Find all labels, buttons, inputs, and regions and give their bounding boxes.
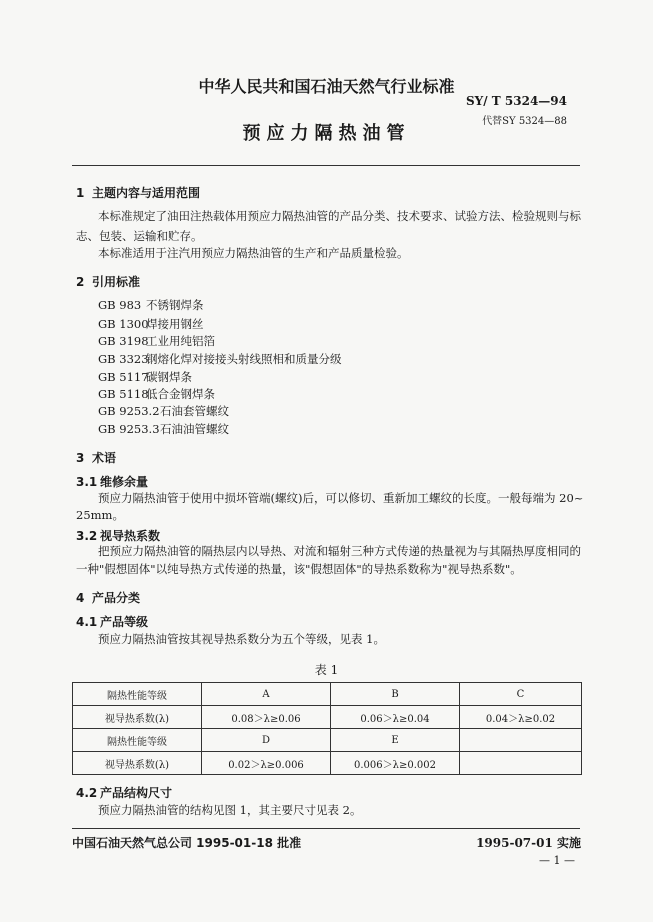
page-number: — 1 — — [539, 854, 575, 867]
section-1-paragraph-1-line-2: 志、包装、运输和贮存。 — [76, 229, 203, 243]
table-cell: 0.08＞λ≥0.06 — [202, 706, 331, 729]
table-row — [73, 752, 582, 775]
section-4-2-text: 预应力隔热油管的结构见图 1，其主要尺寸见表 2。 — [98, 803, 362, 817]
table-cell — [460, 729, 582, 752]
section-3-2-text-line-1: 把预应力隔热油管的隔热层内以导热、对流和辐射三种方式传递的热量视为与其隔热厚度相同的 — [98, 544, 581, 558]
table-cell: 隔热性能等级 — [73, 683, 202, 706]
table-1-caption: 表 1 — [314, 663, 339, 677]
header-divider — [72, 165, 580, 166]
reference-item: GB 5118低合金钢焊条 — [98, 387, 215, 401]
reference-item: GB 3323钢熔化焊对接接头射线照相和质量分级 — [98, 352, 342, 366]
section-4-1-text: 预应力隔热油管按其视导热系数分为五个等级，见表 1。 — [98, 632, 385, 646]
replaces-standard: 代替SY 5324—88 — [482, 116, 567, 127]
table-cell: A — [202, 683, 331, 706]
document-title: 预应力隔热油管 — [242, 123, 411, 144]
table-cell: 0.04＞λ≥0.02 — [460, 706, 582, 729]
reference-item: GB 5117碳钢焊条 — [98, 370, 192, 384]
table-cell: 隔热性能等级 — [73, 729, 202, 752]
section-3-1-heading: 3.1 维修余量 — [76, 475, 149, 489]
approval-line: 中国石油天然气总公司 1995-01-18 批准 — [72, 836, 302, 850]
footer-divider — [72, 828, 580, 829]
section-3-1-text-line-1: 预应力隔热油管于使用中损坏管端(螺纹)后，可以修切、重新加工螺纹的长度。一般每端为 20~ — [98, 491, 584, 505]
table-cell: 视导热系数(λ) — [73, 752, 202, 775]
section-1-paragraph-2: 本标准适用于注汽用预应力隔热油管的生产和产品质量检验。 — [98, 246, 409, 260]
table-cell: 0.02＞λ≥0.006 — [202, 752, 331, 775]
section-3-2-heading: 3.2 视导热系数 — [76, 529, 161, 543]
section-3-heading: 3 术语 — [76, 451, 117, 465]
section-4-1-heading: 4.1 产品等级 — [76, 615, 149, 629]
table-row — [73, 683, 582, 706]
table-cell — [460, 752, 582, 775]
implementation-date: 1995-07-01 实施 — [476, 836, 581, 850]
reference-item: GB 1300焊接用钢丝 — [98, 317, 204, 331]
table-row — [73, 729, 582, 752]
section-1-paragraph-1-line-1: 本标准规定了油田注热载体用预应力隔热油管的产品分类、技术要求、试验方法、检验规则与标 — [98, 209, 581, 223]
table-cell: C — [460, 683, 582, 706]
table-cell: 0.006＞λ≥0.002 — [331, 752, 460, 775]
table-cell: B — [331, 683, 460, 706]
standard-category-heading: 中华人民共和国石油天然气行业标准 — [198, 77, 455, 96]
table-cell: D — [202, 729, 331, 752]
section-1-heading: 1 主题内容与适用范围 — [76, 186, 201, 200]
section-4-2-heading: 4.2 产品结构尺寸 — [76, 786, 173, 800]
table-row — [73, 706, 582, 729]
reference-item: GB 3198工业用纯铝箔 — [98, 334, 215, 348]
table-cell: 视导热系数(λ) — [73, 706, 202, 729]
section-2-heading: 2 引用标准 — [76, 275, 141, 289]
table-cell: 0.06＞λ≥0.04 — [331, 706, 460, 729]
section-3-1-text-line-2: 25mm。 — [76, 508, 124, 522]
section-4-heading: 4 产品分类 — [76, 591, 141, 605]
section-3-2-text-line-2: 一种"假想固体"以纯导热方式传递的热量，该"假想固体"的导热系数称为"视导热系数"。 — [76, 562, 522, 576]
table-1 — [72, 682, 582, 775]
table-cell: E — [331, 729, 460, 752]
reference-item: GB 9253.2石油套管螺纹 — [98, 404, 229, 418]
reference-item: GB 9253.3石油油管螺纹 — [98, 422, 229, 436]
reference-item: GB 983 不锈钢焊条 — [98, 298, 204, 312]
standard-number: SY/ T 5324—94 — [466, 94, 567, 108]
